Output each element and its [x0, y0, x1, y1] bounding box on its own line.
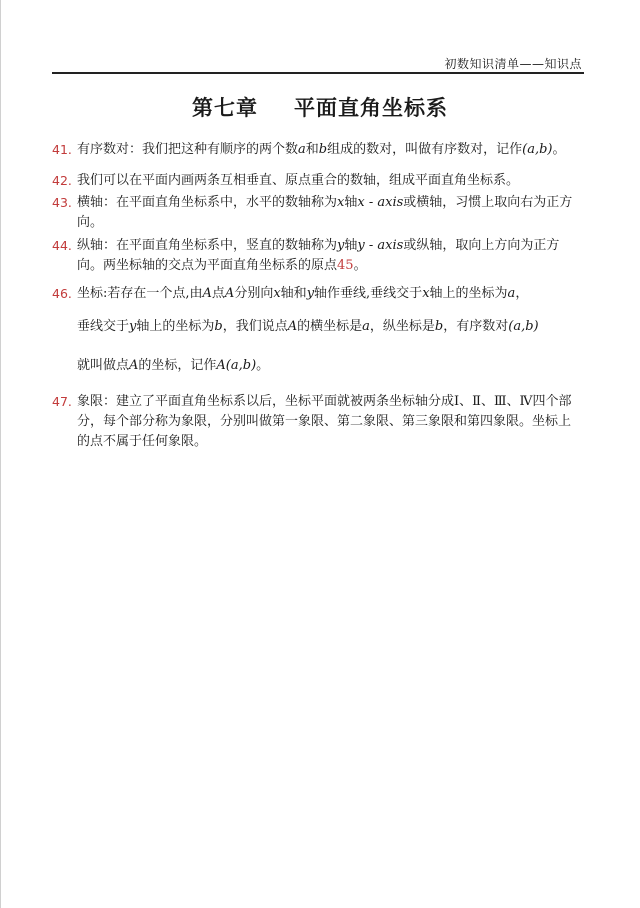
header-rule [52, 72, 584, 74]
list-item-43: 43. 横轴：在平面直角坐标系中，水平的数轴称为x轴x - axis或横轴，习惯上取向右为正方向。 [52, 195, 573, 230]
chapter-title [0, 92, 640, 122]
item-46-line-3: 就叫做点A的坐标，记作A(a,b)。 [77, 358, 270, 373]
y-axis-term: y - axis [357, 238, 404, 253]
item-46-line-1: 坐标:若存在一个点,由A点A分别向x轴和y轴作垂线,垂线交于x轴上的坐标为a， [77, 286, 529, 301]
knowledge-list [52, 140, 582, 452]
item-number: 47. [52, 394, 72, 409]
ordered-pair: (a,b) [508, 319, 539, 334]
item-reference[interactable]: 45 [337, 258, 354, 273]
item-number: 44. [52, 238, 72, 253]
x-axis-term: x - axis [357, 195, 404, 210]
chapter-number: 第七章 [192, 96, 258, 120]
item-46-line-2: 垂线交于y轴上的坐标为b，我们说点A的横坐标是a，纵坐标是b，有序数对(a,b) [77, 319, 539, 334]
point-coordinate: A(a,b) [216, 358, 257, 373]
list-item-44: 44. 纵轴：在平面直角坐标系中，竖直的数轴称为y轴y - axis或纵轴，取向上方向为正方向。两坐标轴的交点为平面直角坐标系的原点45。 [52, 238, 560, 273]
list-item-47: 47. 象限：建立了平面直角坐标系以后，坐标平面就被两条坐标轴分成Ⅰ、Ⅱ、Ⅲ、Ⅳ四个部分，每个部分称为象限，分别叫做第一象限、第二象限、第三象限和第四象限。坐标上的点不属于任何象限。 [52, 394, 572, 449]
ordered-pair: (a,b) [522, 142, 553, 157]
running-header: 初数知识清单——知识点 [444, 57, 582, 71]
page-edge-line [0, 0, 1, 908]
item-number: 42. [52, 173, 72, 188]
item-number: 41. [52, 142, 72, 157]
item-number: 43. [52, 195, 72, 210]
list-item-42: 42. 我们可以在平面内画两条互相垂直、原点重合的数轴，组成平面直角坐标系。 [52, 171, 582, 191]
chapter-name: 平面直角坐标系 [294, 96, 448, 120]
list-item-41: 41. 有序数对：我们把这种有顺序的两个数a和b组成的数对，叫做有序数对，记作(a,b)。 [52, 140, 582, 160]
list-item-46 [52, 284, 582, 376]
item-number: 46. [52, 286, 72, 301]
